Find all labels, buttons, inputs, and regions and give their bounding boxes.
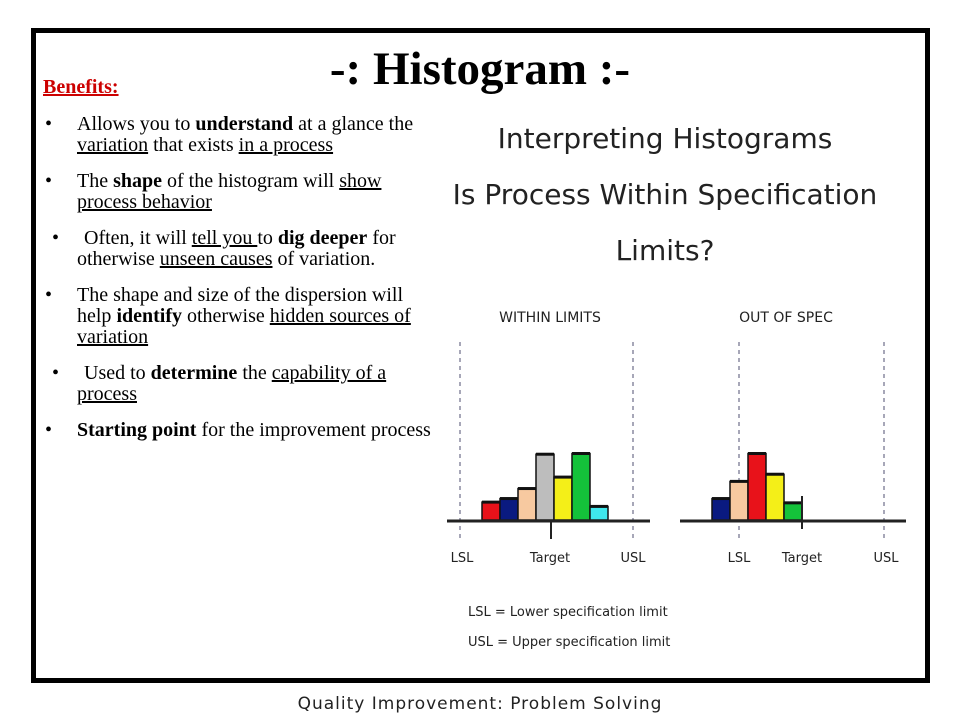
histogram-bar-cap [730,480,748,483]
bullet-run: tell you [191,227,258,249]
histogram-bar-cap [554,476,572,479]
histogram-bar-cap [748,452,766,455]
bullet-run: show process behavior [77,170,382,213]
tick-usl: USL [873,551,899,566]
bullet-run: variation [77,134,149,156]
chart-within-limits [447,310,650,566]
bullet-run: understand [195,113,294,135]
bullet-identify-sources: • The shape and size of the dispersion will help identify otherwise hidden sources of variation [40,285,432,348]
bullet-run: Starting point [77,419,197,441]
bullet-run: dig deeper [277,227,368,249]
slide-footer: Quality Improvement: Problem Solving [297,694,663,714]
legend-lsl: LSL = Lower specification limit [468,605,668,620]
tick-target: Target [529,551,571,566]
histogram-bar-cap [572,452,590,455]
figure-title-line-3: Limits? [615,234,715,267]
bullet-run: capability of a process [77,362,387,405]
figure-title-line-1: Interpreting Histograms [497,122,833,155]
bars-out-of-spec [712,452,802,520]
histogram-bar-cap [482,501,500,504]
bullet-determine-capability: • Used to determine the capability of a process [40,363,432,405]
histogram-bar [784,503,802,520]
chart-title-out-of-spec: OUT OF SPEC [739,310,833,326]
bullet-run: determine [150,362,238,384]
tick-lsl: LSL [450,551,474,566]
histogram-bar [572,454,590,520]
benefits-heading: Benefits: [43,76,119,98]
histogram-bar [536,454,554,520]
histogram-bar [482,502,500,520]
tick-target: Target [781,551,823,566]
histogram-bar [554,477,572,520]
histogram-bar [712,499,730,520]
histogram-bar-cap [590,505,608,508]
bullet-run: identify [116,305,182,327]
bullet-run: shape [113,170,162,192]
histogram-bar-cap [536,453,554,456]
bullet-run: unseen causes [159,248,273,270]
tick-lsl: LSL [727,551,751,566]
histogram-bar [590,506,608,520]
legend-usl: USL = Upper specification limit [468,635,671,650]
histogram-bar-cap [518,487,536,490]
slide-title: -: Histogram :- [329,43,631,95]
figure-title-line-2: Is Process Within Specification [452,178,878,211]
bullet-dig-deeper: • Often, it will tell you to dig deeper for otherwise unseen causes of variation. [40,228,432,270]
tick-usl: USL [620,551,646,566]
histogram-bar [518,489,536,520]
histogram-bar-cap [766,473,784,476]
bars-within-limits [482,452,608,520]
histogram-figure [440,110,920,670]
histogram-bar [766,474,784,520]
bullet-starting-point: • Starting point for the improvement process [40,420,432,441]
histogram-bar [500,499,518,520]
histogram-bar-cap [712,497,730,500]
histogram-bar-cap [500,497,518,500]
bullet-shape-behavior: • The shape of the histogram will show process behavior [40,171,432,213]
histogram-bar [748,454,766,520]
histogram-bar [730,481,748,520]
bullet-run: in a process [238,134,334,156]
bullet-understand-variation: • Allows you to understand at a glance the variation that exists in a process [40,114,432,156]
histogram-bar-cap [784,501,802,504]
benefits-list [40,114,432,456]
bullet-run: hidden sources of variation [77,305,411,348]
chart-out-of-spec [680,310,906,566]
chart-title-within-limits: WITHIN LIMITS [499,310,601,326]
